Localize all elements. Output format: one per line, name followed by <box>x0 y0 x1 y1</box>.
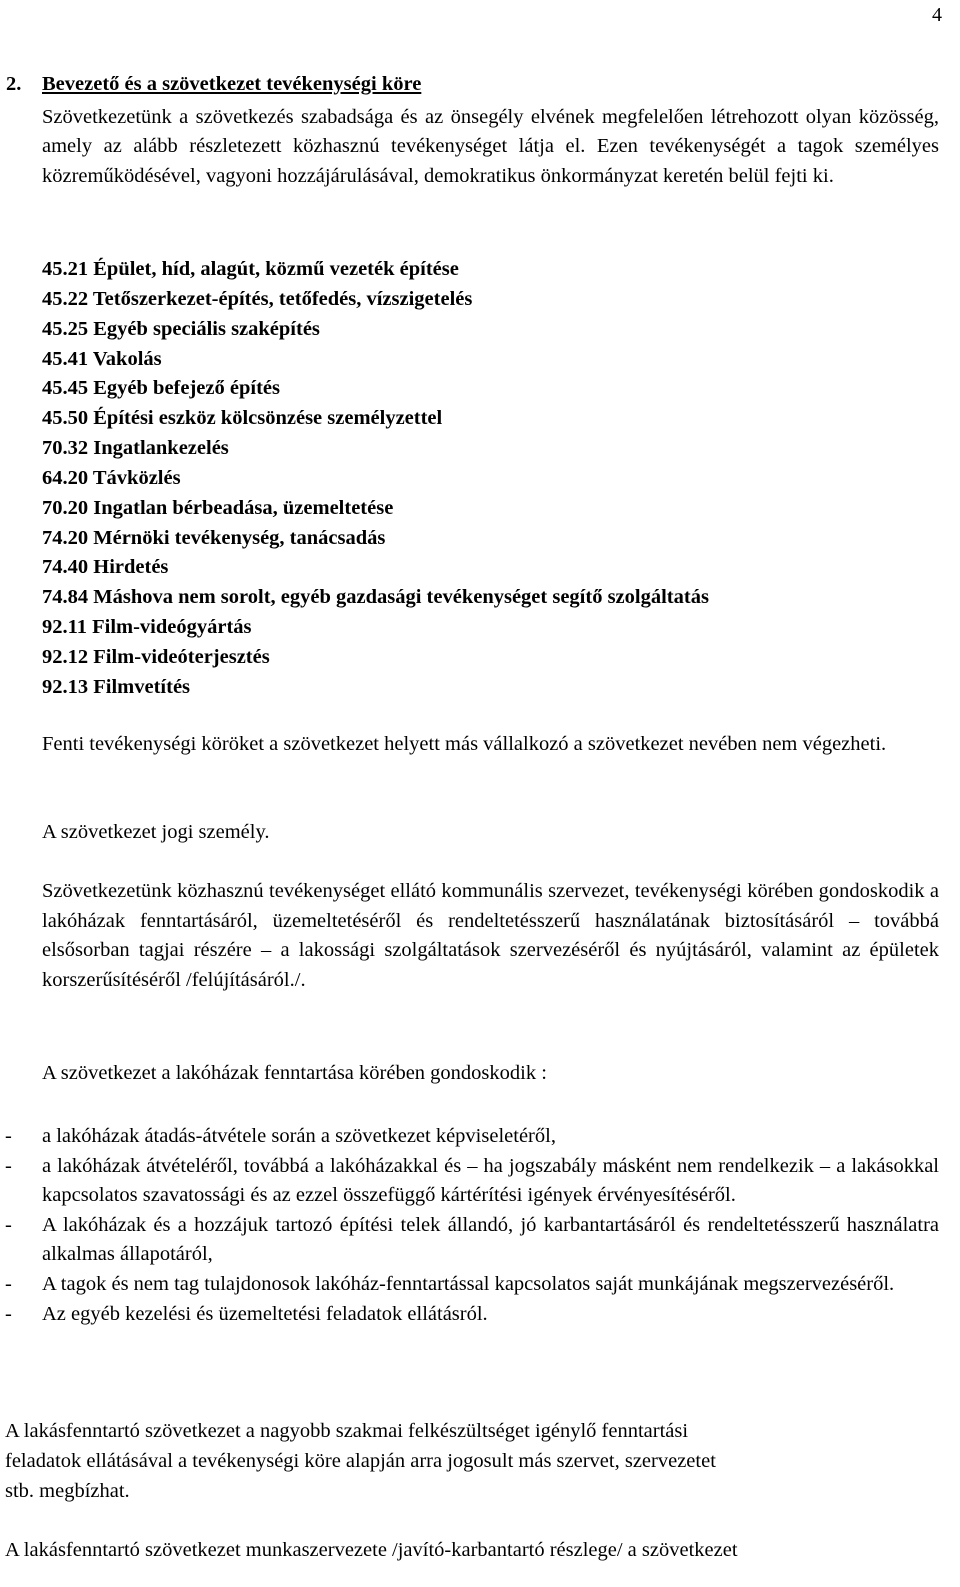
list-item-text: a lakóházak átadás-átvétele során a szövetkezet képviseletéről, <box>42 1125 556 1147</box>
activity-code-item: 45.50 Építési eszköz kölcsönzése személyzettel <box>42 407 443 430</box>
closing-line: stb. megbízhat. <box>5 1480 130 1502</box>
activity-code-item: 74.40 Hirdetés <box>42 556 169 579</box>
closing-line: feladatok ellátásával a tevékenységi köre alapján arra jogosult más szervet, szervezetet <box>5 1450 716 1472</box>
closing-line: A lakásfenntartó szövetkezet a nagyobb szakmai felkészültséget igénylő fenntartási <box>5 1420 689 1442</box>
bullet-dash: - <box>5 1272 12 1295</box>
list-item-text: Az egyéb kezelési és üzemeltetési feladatok ellátásról. <box>42 1302 488 1325</box>
list-item <box>0 1152 939 1211</box>
activity-code-item: 70.20 Ingatlan bérbeadása, üzemeltetése <box>42 496 394 519</box>
last-line: A lakásfenntartó szövetkezet munkaszervezete /javító-karbantartó részlege/ a szövetkezet <box>5 1539 738 1561</box>
activity-code-item: 74.20 Mérnöki tevékenység, tanácsadás <box>42 526 386 549</box>
list-item-text: A lakóházak és a hozzájuk tartozó építési telek állandó, jó karbantartásáról és rendeltetésszerű használatra alkalmas állapotáról, <box>42 1213 939 1266</box>
public-benefit-paragraph: Szövetkezetünk közhasznú tevékenységet ellátó kommunális szervezet, tevékenységi körében gondoskodik a lakóházak fenntartásáról, üzemeltetéséről és rendeltetésszerű használatának biztosításáról – továbbá elsősorban tagjai részére – a lakossági szolgáltatások szervezéséről és nyújtásáról, valamint az épületek korszerűsítéséről /felújításáról./. <box>42 880 939 991</box>
activity-code-list <box>42 255 709 703</box>
activity-code-item: 70.32 Ingatlankezelés <box>42 437 229 460</box>
legal-person-paragraph: A szövetkezet jogi személy. <box>42 821 270 843</box>
list-item-text: A tagok és nem tag tulajdonosok lakóház-fenntartással kapcsolatos saját munkájának megszervezéséről. <box>42 1272 895 1295</box>
activity-code-item: 92.11 Film-videógyártás <box>42 616 252 639</box>
bullet-dash: - <box>5 1302 12 1325</box>
bullet-dash: - <box>5 1213 12 1236</box>
list-item-text: a lakóházak átvételéről, továbbá a lakóházakkal és – ha jogszabály másként nem rendelkezik – a lakásokkal kapcsolatos szavatossági és az ezzel összefüggő kártérítési igények érvényesítéséről. <box>42 1154 939 1207</box>
bullet-dash: - <box>5 1154 12 1177</box>
activity-code-item: 45.22 Tetőszerkezet-építés, tetőfedés, vízszigetelés <box>42 287 473 310</box>
bullet-dash: - <box>5 1125 12 1147</box>
activity-code-item: 92.12 Film-videóterjesztés <box>42 645 270 668</box>
list-item <box>0 1270 939 1300</box>
activity-code-item: 45.25 Egyéb speciális szaképítés <box>42 317 320 340</box>
section-title: Bevezető és a szövetkezet tevékenységi köre <box>42 73 422 95</box>
list-item <box>0 1300 939 1330</box>
intro-paragraph <box>42 73 939 191</box>
activity-code-item: 45.21 Épület, híd, alagút, közmű vezeték építése <box>42 258 459 280</box>
activity-code-item: 45.41 Vakolás <box>42 347 162 370</box>
section-number: 2. <box>6 73 22 95</box>
restriction-paragraph: Fenti tevékenységi köröket a szövetkezet helyett más vállalkozó a szövetkezet nevében nem végezheti. <box>42 733 887 755</box>
page-number: 4 <box>932 4 942 26</box>
maintenance-duties-list <box>0 1122 939 1329</box>
activity-code-item: 64.20 Távközlés <box>42 466 181 489</box>
list-item <box>0 1211 939 1270</box>
activity-code-item: 92.13 Filmvetítés <box>42 675 191 698</box>
maintenance-intro-paragraph: A szövetkezet a lakóházak fenntartása körében gondoskodik : <box>42 1062 547 1084</box>
list-item <box>0 1122 939 1152</box>
activity-code-item: 74.84 Máshova nem sorolt, egyéb gazdasági tevékenységet segítő szolgáltatás <box>42 586 709 609</box>
activity-code-item: 45.45 Egyéb befejező építés <box>42 377 280 400</box>
intro-text: Szövetkezetünk a szövetkezés szabadsága és az önsegély elvének megfelelően létrehozott olyan közösség, amely az alább részletezett közhasznú tevékenységet látja el. Ezen tevékenységét a tagok személyes közreműködésével, vagyoni hozzájárulásával, demokratikus önkormányzat keretén belül fejti ki. <box>42 105 939 187</box>
